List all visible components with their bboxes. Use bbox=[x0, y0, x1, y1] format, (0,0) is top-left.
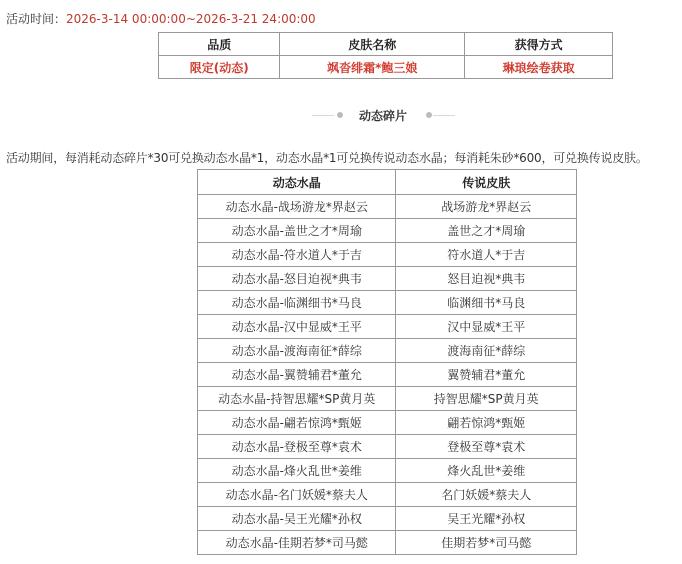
crystal-cell: 动态水晶-登极至尊*袁术 bbox=[198, 435, 396, 459]
table-row bbox=[198, 531, 577, 555]
legend-skin-cell: 临渊细书*马良 bbox=[396, 291, 577, 315]
skin-quality: 限定(动态) bbox=[159, 56, 280, 79]
legend-skin-cell: 翼赞辅君*董允 bbox=[396, 363, 577, 387]
divider-dot-left-icon bbox=[337, 112, 343, 118]
legend-skin-cell: 怒目迫视*典韦 bbox=[396, 267, 577, 291]
crystal-cell: 动态水晶-佳期若梦*司马懿 bbox=[198, 531, 396, 555]
legend-skin-cell: 汉中显威*王平 bbox=[396, 315, 577, 339]
crystal-cell: 动态水晶-翼赞辅君*董允 bbox=[198, 363, 396, 387]
exchange-table-body bbox=[198, 195, 577, 555]
crystal-cell: 动态水晶-持智思耀*SP黄月英 bbox=[198, 387, 396, 411]
header-dynamic-crystal: 动态水晶 bbox=[198, 170, 396, 195]
section-divider bbox=[0, 106, 682, 126]
table-row bbox=[198, 507, 577, 531]
table-row bbox=[198, 219, 577, 243]
event-description: 活动期间，每消耗动态碎片*30可兑换动态水晶*1，动态水晶*1可兑换传说动态水晶；每消耗朱砂*600，可兑换传说皮肤。 bbox=[6, 151, 648, 165]
table-row bbox=[198, 435, 577, 459]
divider-dot-right-icon bbox=[426, 112, 432, 118]
legend-skin-cell: 登极至尊*袁术 bbox=[396, 435, 577, 459]
table-row bbox=[198, 243, 577, 267]
table-row bbox=[198, 267, 577, 291]
legend-skin-cell: 盖世之才*周瑜 bbox=[396, 219, 577, 243]
crystal-cell: 动态水晶-名门妖媛*蔡夫人 bbox=[198, 483, 396, 507]
table-row bbox=[198, 195, 577, 219]
event-period-value: 2026-3-14 00:00:00~2026-3-21 24:00:00 bbox=[66, 12, 316, 26]
crystal-cell: 动态水晶-怒目迫视*典韦 bbox=[198, 267, 396, 291]
table-row bbox=[198, 483, 577, 507]
header-quality: 品质 bbox=[159, 33, 280, 56]
legend-skin-cell: 翩若惊鸿*甄姬 bbox=[396, 411, 577, 435]
legend-skin-cell: 持智思耀*SP黄月英 bbox=[396, 387, 577, 411]
crystal-cell: 动态水晶-渡海南征*薛综 bbox=[198, 339, 396, 363]
crystal-cell: 动态水晶-吴王光耀*孙权 bbox=[198, 507, 396, 531]
table-row bbox=[198, 339, 577, 363]
exchange-table bbox=[197, 169, 577, 555]
exchange-table-header-row bbox=[198, 170, 577, 195]
crystal-cell: 动态水晶-战场游龙*界赵云 bbox=[198, 195, 396, 219]
skin-name: 飒沓绯霜*鲍三娘 bbox=[280, 56, 465, 79]
header-legend-skin: 传说皮肤 bbox=[396, 170, 577, 195]
crystal-cell: 动态水晶-符水道人*于吉 bbox=[198, 243, 396, 267]
legend-skin-cell: 符水道人*于吉 bbox=[396, 243, 577, 267]
legend-skin-cell: 渡海南征*薛综 bbox=[396, 339, 577, 363]
legend-skin-cell: 吴王光耀*孙权 bbox=[396, 507, 577, 531]
divider-line-left bbox=[312, 115, 334, 116]
table-row bbox=[198, 315, 577, 339]
crystal-cell: 动态水晶-烽火乱世*姜维 bbox=[198, 459, 396, 483]
table-row bbox=[198, 411, 577, 435]
skin-table-row bbox=[159, 56, 613, 79]
table-row bbox=[198, 363, 577, 387]
legend-skin-cell: 名门妖媛*蔡夫人 bbox=[396, 483, 577, 507]
skin-obtain-method: 琳琅绘卷获取 bbox=[465, 56, 613, 79]
table-row bbox=[198, 459, 577, 483]
crystal-cell: 动态水晶-汉中显威*王平 bbox=[198, 315, 396, 339]
legend-skin-cell: 烽火乱世*姜维 bbox=[396, 459, 577, 483]
divider-line-right bbox=[433, 115, 455, 116]
legend-skin-cell: 战场游龙*界赵云 bbox=[396, 195, 577, 219]
crystal-cell: 动态水晶-盖世之才*周瑜 bbox=[198, 219, 396, 243]
table-row bbox=[198, 387, 577, 411]
table-row bbox=[198, 291, 577, 315]
crystal-cell: 动态水晶-翩若惊鸿*甄姬 bbox=[198, 411, 396, 435]
crystal-cell: 动态水晶-临渊细书*马良 bbox=[198, 291, 396, 315]
header-obtain-method: 获得方式 bbox=[465, 33, 613, 56]
header-skin-name: 皮肤名称 bbox=[280, 33, 465, 56]
skin-table bbox=[158, 32, 613, 79]
legend-skin-cell: 佳期若梦*司马懿 bbox=[396, 531, 577, 555]
skin-table-header-row bbox=[159, 33, 613, 56]
event-period-label: 活动时间： bbox=[6, 12, 67, 26]
section-title: 动态碎片 bbox=[358, 109, 407, 123]
event-period bbox=[6, 10, 316, 27]
